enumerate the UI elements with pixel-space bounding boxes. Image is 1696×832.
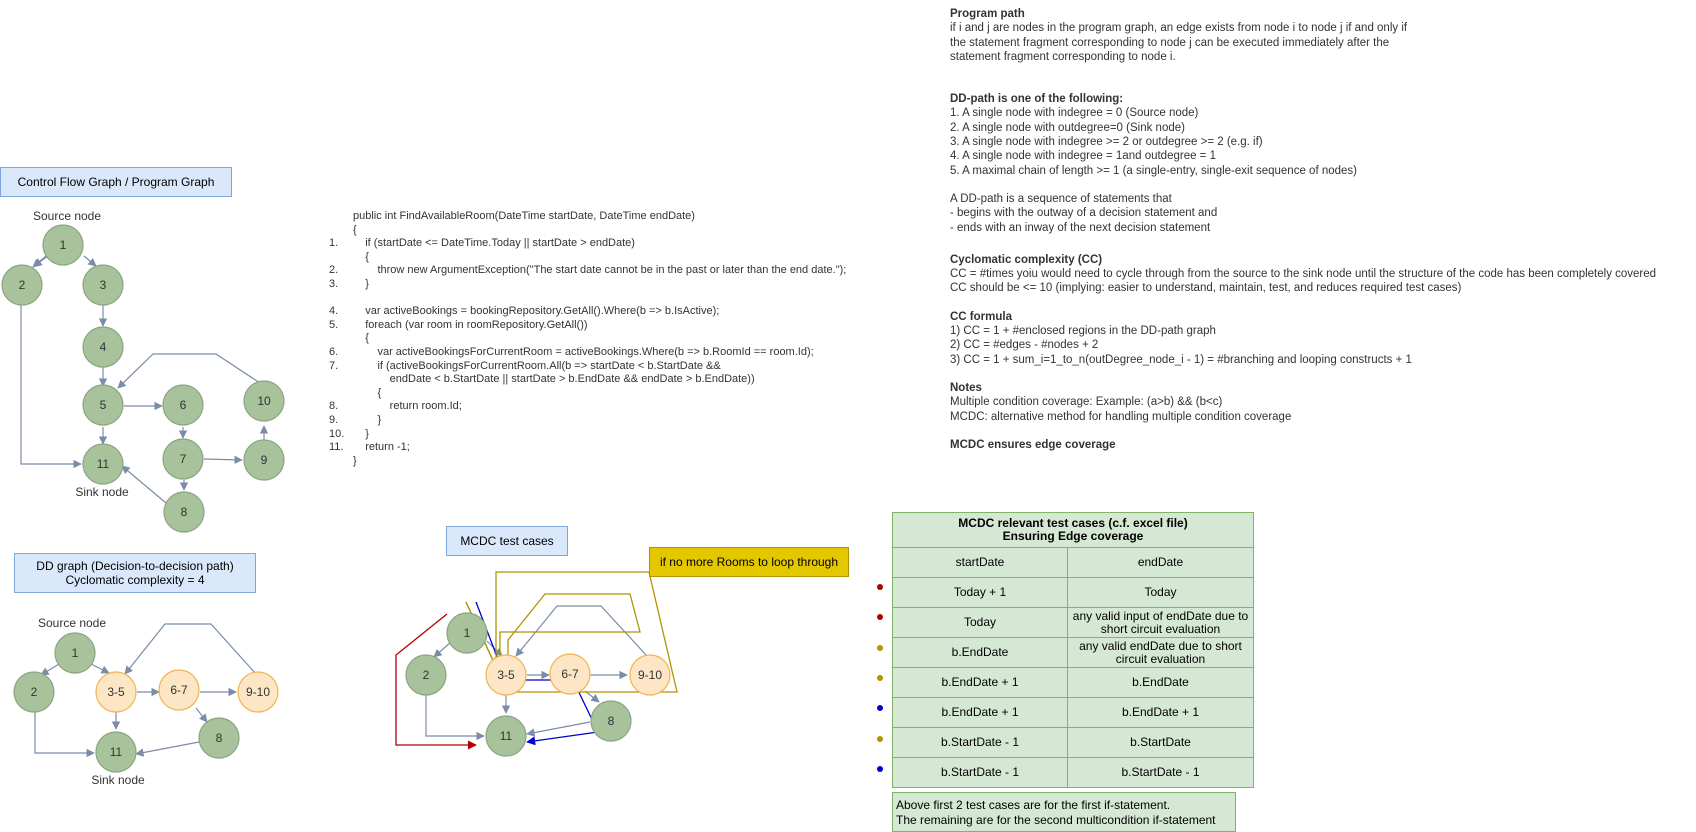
svg-text:8: 8 — [607, 714, 615, 728]
svg-text:9-10: 9-10 — [245, 685, 271, 699]
svg-text:1: 1 — [71, 646, 79, 660]
cfg-node-10 — [244, 381, 284, 421]
ccf-title: CC formula — [950, 310, 1012, 323]
code-line: } — [353, 454, 357, 467]
svg-text:3-5: 3-5 — [107, 685, 125, 699]
mcdc-footnote-line1: Above first 2 test cases are for the first if-statement. — [896, 798, 1171, 812]
svg-text:2: 2 — [30, 685, 38, 699]
cfg-source-label: Source node — [32, 209, 102, 223]
code-line: { — [353, 223, 357, 236]
svg-text:11: 11 — [499, 729, 513, 743]
cfg-sink-label: Sink node — [75, 485, 129, 499]
mcdc-node-1 — [447, 613, 487, 653]
cfg-node-11 — [83, 444, 123, 484]
svg-text:3-5: 3-5 — [497, 668, 515, 682]
dd-title-line2: Cyclomatic complexity = 4 — [65, 573, 205, 587]
cell-enddate: b.StartDate - 1 — [1068, 758, 1254, 788]
code-line: var activeBookingsForCurrentRoom = activeBookings.Where(b => b.RoomId == room.Id); — [353, 346, 814, 358]
svg-text:8: 8 — [180, 505, 188, 519]
row-bullet — [877, 736, 883, 742]
ddpath-item-1: 1. A single node with indegree = 0 (Source node) — [950, 107, 1199, 120]
notes-title: Notes — [950, 381, 982, 394]
cc-title: Cyclomatic complexity (CC) — [950, 253, 1103, 266]
ddpath-item-3: 3. A single node with indegree >= 2 or outdegree >= 2 (e.g. if) — [950, 136, 1263, 149]
row-bullet — [877, 584, 883, 590]
cell-enddate: any valid endDate due to short circuit evaluation — [1068, 638, 1254, 668]
code-line: if (activeBookingsForCurrentRoom.All(b => startDate < b.StartDate && — [353, 359, 721, 372]
cell-enddate: b.EndDate + 1 — [1068, 698, 1254, 728]
cfg-node-4 — [83, 327, 123, 367]
dd-node-9-10 — [238, 672, 278, 712]
mcdc-node-11 — [486, 716, 526, 756]
cfg-title-box — [0, 167, 232, 197]
cfg-node-9 — [244, 440, 284, 480]
ccf-item-2: 2) CC = #edges - #nodes + 2 — [950, 339, 1099, 352]
svg-text:5: 5 — [99, 398, 107, 412]
code-line: if (startDate <= DateTime.Today || startDate > endDate) — [353, 237, 635, 250]
svg-text:1: 1 — [463, 626, 471, 640]
mcdc-table-title-line2: Ensuring Edge coverage — [1002, 529, 1144, 543]
code-line: public int FindAvailableRoom(DateTime startDate, DateTime endDate) — [353, 210, 695, 222]
svg-text:6-7: 6-7 — [561, 667, 579, 681]
code-line: return -1; — [353, 441, 410, 454]
cell-startdate: Today + 1 — [893, 578, 1068, 608]
mcdc-table-row — [893, 698, 1254, 728]
cfg-node-2 — [2, 265, 42, 305]
mcdc-table-row — [893, 758, 1254, 788]
dd-node-3-5 — [96, 672, 136, 712]
mcdc-note: if no more Rooms to loop through — [659, 555, 839, 569]
ccf-item-3: 3) CC = 1 + sum_i=1_to_n(outDegree_node_i - 1) = #branching and looping constructs + 1 — [950, 353, 1412, 366]
code-line: { — [353, 250, 369, 263]
mcdc-table-title — [893, 513, 1254, 548]
row-bullet — [877, 766, 883, 772]
mcdc-title: MCDC test cases — [460, 534, 554, 548]
mcdc-node-8 — [591, 701, 631, 741]
code-line: foreach (var room in roomRepository.GetAll()) — [353, 318, 588, 331]
svg-text:2: 2 — [18, 278, 26, 292]
dd-node-1 — [55, 633, 95, 673]
cc-line-1: CC = #times yoiu would need to cycle through from the source to the sink node until the structure of the code has been completely covered — [950, 268, 1657, 281]
mcdc-table-row — [893, 638, 1254, 668]
code-line: } — [353, 427, 369, 440]
cfg-graph — [2, 209, 284, 532]
mcdc-table-row — [893, 578, 1254, 608]
cell-startdate: Today — [893, 608, 1068, 638]
notes-item-2: MCDC: alternative method for handling multiple condition coverage — [950, 410, 1292, 423]
cell-startdate: b.StartDate - 1 — [893, 758, 1068, 788]
code-line: endDate < b.StartDate || startDate > b.EndDate && endDate > b.EndDate)) — [353, 373, 755, 386]
ddpath-seq-1: A DD-path is a sequence of statements that — [950, 192, 1172, 205]
code-line-number: 6. — [329, 346, 339, 358]
cfg-node-7 — [163, 439, 203, 479]
cell-startdate: b.StartDate - 1 — [893, 728, 1068, 758]
svg-text:9: 9 — [260, 453, 268, 467]
dd-node-6-7 — [159, 670, 199, 710]
mcdc-graph — [396, 572, 677, 756]
program-path-title: Program path — [950, 8, 1025, 20]
code-line: } — [353, 278, 369, 290]
dd-node-11 — [96, 732, 136, 772]
ddpath-item-5: 5. A maximal chain of length >= 1 (a single-entry, single-exit sequence of nodes) — [950, 164, 1357, 177]
svg-text:4: 4 — [99, 340, 107, 354]
mcdc-footnote — [892, 792, 1236, 832]
svg-text:7: 7 — [179, 452, 187, 466]
mcdc-note-box — [649, 547, 849, 577]
svg-text:9-10: 9-10 — [637, 668, 663, 682]
cc-line-2: CC should be <= 10 (implying: easier to understand, maintain, test, and reduces required test cases) — [950, 282, 1462, 295]
code-line-number: 4. — [329, 305, 339, 318]
svg-text:11: 11 — [109, 745, 123, 759]
program-path-line-3: statement fragment corresponding to node i. — [950, 50, 1176, 63]
ddpath-seq-2: - begins with the outway of a decision statement and — [950, 207, 1218, 220]
code-line: var activeBookings = bookingRepository.GetAll().Where(b => b.IsActive); — [353, 305, 720, 318]
cell-startdate: b.EndDate + 1 — [893, 668, 1068, 698]
mcdc-node-6-7 — [550, 654, 590, 694]
svg-text:8: 8 — [215, 731, 223, 745]
code-line: throw new ArgumentException("The start date cannot be in the past or later than the end date."); — [353, 264, 847, 277]
dd-node-8 — [199, 718, 239, 758]
code-line-number: 2. — [329, 264, 339, 277]
notes-panel — [950, 7, 1690, 452]
cell-startdate: b.EndDate + 1 — [893, 698, 1068, 728]
mcdc-table-row — [893, 608, 1254, 638]
code-line: { — [353, 386, 382, 399]
svg-text:2: 2 — [422, 668, 430, 682]
code-line-number: 10. — [329, 427, 345, 440]
code-line: { — [353, 332, 369, 345]
svg-text:11: 11 — [96, 457, 110, 471]
dd-graph — [14, 616, 278, 787]
cell-enddate: b.EndDate — [1068, 668, 1254, 698]
mcdc-table-title-line1: MCDC relevant test cases (c.f. excel file) — [958, 516, 1188, 530]
svg-text:6-7: 6-7 — [170, 683, 188, 697]
dd-title-box — [14, 553, 256, 593]
ddpath-item-4: 4. A single node with indegree = 1and outdegree = 1 — [950, 150, 1216, 163]
mcdc-footnote-line2: The remaining are for the second multicondition if-statement — [896, 813, 1216, 827]
cfg-node-6 — [163, 385, 203, 425]
col-header-startdate: startDate — [893, 548, 1068, 578]
cell-enddate: b.StartDate — [1068, 728, 1254, 758]
code-line-number: 3. — [329, 278, 339, 290]
dd-node-2 — [14, 672, 54, 712]
code-line: return room.Id; — [353, 400, 462, 413]
dd-source-label: Source node — [37, 616, 107, 630]
dd-sink-label: Sink node — [91, 773, 145, 787]
cfg-node-5 — [83, 385, 123, 425]
mcdc-node-3-5 — [486, 655, 526, 695]
mcdc-node-2 — [406, 655, 446, 695]
mcdc-table — [892, 512, 1254, 788]
svg-text:1: 1 — [59, 238, 67, 252]
program-path-line-2: the statement fragment corresponding to node j can be executed immediately after the — [950, 36, 1390, 49]
cfg-node-3 — [83, 265, 123, 305]
row-bullet — [877, 675, 883, 681]
code-line: } — [353, 414, 382, 426]
col-header-enddate: endDate — [1068, 548, 1254, 578]
ddpath-item-2: 2. A single node with outdegree=0 (Sink node) — [950, 121, 1185, 134]
cfg-title: Control Flow Graph / Program Graph — [17, 175, 215, 189]
mcdc-table-row — [893, 668, 1254, 698]
cell-enddate: Today — [1068, 578, 1254, 608]
ddpath-title: DD-path is one of the following: — [950, 93, 1124, 106]
code-line-number: 1. — [329, 237, 339, 250]
cell-startdate: b.EndDate — [893, 638, 1068, 668]
program-path-line-1: if i and j are nodes in the program graph, an edge exists from node i to node j if and only if — [950, 22, 1408, 35]
svg-text:3: 3 — [99, 278, 107, 292]
cfg-node-1 — [43, 225, 83, 265]
code-line-number: 11. — [329, 441, 344, 454]
code-line-number: 9. — [329, 414, 339, 426]
mcdc-node-9-10 — [630, 655, 670, 695]
cell-enddate: any valid input of endDate due to short circuit evaluation — [1068, 608, 1254, 638]
svg-text:10: 10 — [257, 394, 271, 408]
mcdc-edge-note: MCDC ensures edge coverage — [950, 438, 1116, 451]
cfg-node-8 — [164, 492, 204, 532]
dd-title-line1: DD graph (Decision-to-decision path) — [36, 559, 234, 573]
ccf-item-1: 1) CC = 1 + #enclosed regions in the DD-path graph — [950, 325, 1216, 338]
svg-text:6: 6 — [179, 398, 187, 412]
mcdc-table-row — [893, 728, 1254, 758]
code-line-number: 7. — [329, 359, 339, 372]
code-line-number: 8. — [329, 400, 339, 413]
ddpath-seq-3: - ends with an inway of the next decision statement — [950, 221, 1211, 234]
row-bullet — [877, 645, 883, 651]
notes-item-1: Multiple condition coverage: Example: (a>b) && (b<c) — [950, 396, 1223, 409]
mcdc-title-box — [446, 526, 568, 556]
code-line-number: 5. — [329, 318, 339, 331]
